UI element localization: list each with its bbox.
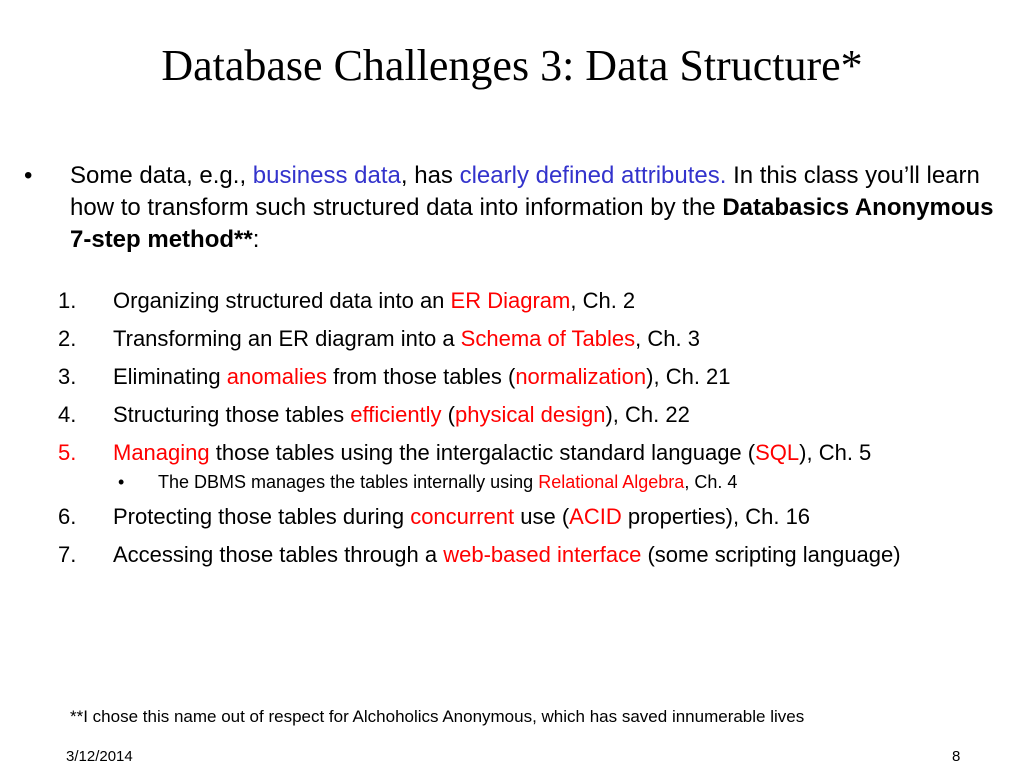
step-highlight: physical design [455, 402, 606, 427]
bullet-marker: • [24, 162, 33, 189]
step-highlight: web-based interface [443, 542, 642, 567]
step-text-part: Organizing structured data into an [113, 288, 451, 313]
intro-text-part: : [252, 226, 260, 253]
slide-title: Database Challenges 3: Data Structure* [161, 41, 863, 90]
step-highlight: normalization [515, 364, 647, 389]
step-text-part: properties), Ch. 16 [621, 504, 811, 529]
step-highlight: Managing [113, 440, 210, 465]
step-text-part: ), Ch. 21 [646, 364, 731, 389]
step-text-part: those tables using the intergalactic standard language ( [209, 440, 756, 465]
steps-list [0, 286, 1024, 578]
step-4 [0, 400, 1024, 430]
step-text-part: ), Ch. 5 [799, 440, 872, 465]
step-7 [0, 540, 1024, 570]
footnote: **I chose this name out of respect for Alchoholics Anonymous, which has saved innumerable lives [70, 707, 805, 726]
step-text-part: (some scripting language) [641, 542, 901, 567]
step-text-part: use ( [514, 504, 570, 529]
step-number: 7. [58, 542, 77, 567]
intro-text-part: , has [400, 162, 460, 189]
step-text-part: Structuring those tables [113, 402, 351, 427]
step-text-part: Eliminating [113, 364, 227, 389]
step-text-part: Protecting those tables during [113, 504, 411, 529]
slide-date: 3/12/2014 [66, 748, 133, 765]
step-highlight: efficiently [350, 402, 442, 427]
step-number: 5. [58, 440, 77, 465]
step-5-subpoint [0, 470, 1024, 494]
intro-text-part: In this class you’ll learn how to transform such structured data into information by the [70, 162, 980, 221]
step-highlight: concurrent [410, 504, 515, 529]
intro-text-part: Some data, e.g., [70, 162, 253, 189]
sub-text-part: , Ch. 4 [684, 472, 738, 492]
step-text [113, 400, 1003, 430]
step-text-part: Transforming an ER diagram into a [113, 326, 461, 351]
step-5 [0, 438, 1024, 468]
page-number: 8 [952, 748, 961, 765]
highlight-business-data: business data [252, 162, 401, 189]
step-text-part: ), Ch. 22 [605, 402, 690, 427]
step-highlight: Schema of Tables [460, 326, 636, 351]
sub-highlight: Relational Algebra [538, 472, 685, 492]
sub-bullet-marker: • [118, 472, 125, 492]
highlight-clearly-defined: clearly defined attributes. [459, 162, 727, 189]
step-text-part: from those tables ( [327, 364, 516, 389]
step-number: 4. [58, 402, 77, 427]
step-text [113, 324, 1003, 354]
step-2 [0, 324, 1024, 354]
step-number: 1. [58, 288, 77, 313]
step-text-part: , Ch. 2 [570, 288, 636, 313]
step-text [113, 502, 1003, 532]
step-text [113, 362, 1003, 392]
step-text-part: Accessing those tables through a [113, 542, 444, 567]
step-text [113, 540, 1003, 570]
sub-text [158, 470, 1018, 494]
step-text [113, 438, 1003, 468]
intro-text [70, 160, 1000, 256]
method-name: Databasics Anonymous 7-step method** [70, 194, 994, 253]
step-text [113, 286, 1003, 316]
step-highlight: ACID [569, 504, 622, 529]
step-number: 2. [58, 326, 77, 351]
step-6 [0, 502, 1024, 532]
step-text-part: ( [441, 402, 456, 427]
step-number: 3. [58, 364, 77, 389]
step-number: 6. [58, 504, 77, 529]
step-1 [0, 286, 1024, 316]
step-text-part: , Ch. 3 [635, 326, 700, 351]
step-highlight: anomalies [226, 364, 327, 389]
sub-text-part: The DBMS manages the tables internally using [158, 472, 539, 492]
step-highlight: ER Diagram [450, 288, 571, 313]
step-highlight: SQL [755, 440, 800, 465]
step-3 [0, 362, 1024, 392]
